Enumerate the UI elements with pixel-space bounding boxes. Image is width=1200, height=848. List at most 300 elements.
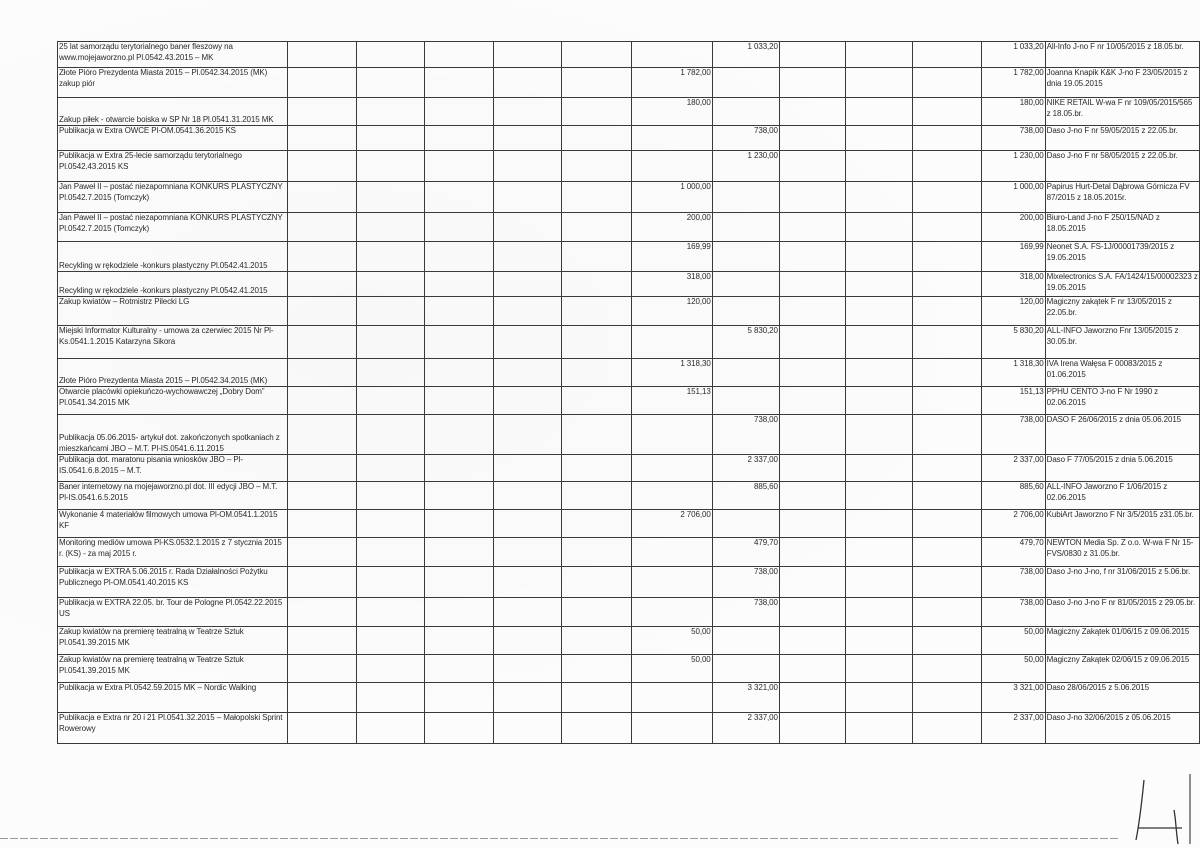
empty-cell [425,213,493,242]
row-description: Baner internetowy na mojejaworzno.pl dot. III edycji JBO – M.T. Pl-IS.0541.6.5.2015 [59,482,278,502]
row-description: Zakup kwiatów na premierę teatralną w Teatrze Sztuk Pl.0541.39.2015 MK [59,655,244,675]
empty-cell [425,482,493,510]
amount-cell-column-7 [712,242,779,272]
empty-cell [493,387,561,415]
amount-cell-column-6 [631,326,712,359]
empty-cell [288,359,356,387]
row-description-cell [58,182,288,213]
amount-cell-column-7 [712,213,779,242]
table-row [58,415,1200,455]
empty-cell [288,151,356,182]
amount-cell-column-6 [631,42,712,68]
empty-cell [288,627,356,655]
table-row [58,510,1200,538]
empty-cell [356,151,424,182]
amount-cell-column-6 [631,415,712,455]
empty-cell [288,242,356,272]
empty-cell [912,68,981,98]
amount-cell-column-6: 2 706,00 [631,510,712,538]
empty-cell [288,415,356,455]
empty-cell [562,482,631,510]
row-total-cell: 1 782,00 [982,68,1045,98]
empty-cell [493,359,561,387]
empty-cell [288,598,356,627]
empty-cell [425,713,493,744]
amount-cell-column-7: 738,00 [712,598,779,627]
empty-cell [356,683,424,713]
row-description: Publikacja dot. maratonu pisania wniosków JBO – Pl-IS.0541.6.8.2015 – M.T. [59,455,243,475]
empty-cell [846,567,913,598]
row-description: Publikacja w Extra OWCE Pl-OM.0541.36.2015 KS [59,126,236,135]
empty-cell [425,98,493,126]
empty-cell [356,272,424,297]
empty-cell [912,510,981,538]
empty-cell [425,68,493,98]
table-row [58,242,1200,272]
row-description-cell [58,68,288,98]
empty-cell [425,272,493,297]
invoice-reference-cell: IVA Irena Wałęsa F 00083/2015 z 01.06.2015 [1045,359,1199,387]
table-row [58,387,1200,415]
amount-cell-column-6 [631,455,712,482]
row-description-cell [58,627,288,655]
invoice-reference-cell: Daso J-no J-no, f nr 31/06/2015 z 5.06.br. [1045,567,1199,598]
empty-cell [912,242,981,272]
empty-cell [562,297,631,326]
row-total-cell: 200,00 [982,213,1045,242]
empty-cell [912,627,981,655]
empty-cell [288,42,356,68]
empty-cell [846,297,913,326]
empty-cell [562,242,631,272]
amount-cell-column-6 [631,151,712,182]
empty-cell [779,272,846,297]
row-description: Zakup kwiatów na premierę teatralną w Teatrze Sztuk Pl.0541.39.2015 MK [59,627,244,647]
amount-cell-column-6 [631,598,712,627]
empty-cell [562,42,631,68]
empty-cell [562,182,631,213]
empty-cell [356,68,424,98]
row-description-cell [58,242,288,272]
invoice-reference-cell: Biuro-Land J-no F 250/15/NAD z 18.05.2015 [1045,213,1199,242]
row-total-cell: 2 706,00 [982,510,1045,538]
empty-cell [425,510,493,538]
amount-cell-column-7 [712,510,779,538]
invoice-reference-cell: Daso J-no F nr 58/05/2015 z 22.05.br. [1045,151,1199,182]
row-description: Zakup kwiatów – Rotmistrz Pilecki LG [59,297,190,306]
table-row [58,98,1200,126]
amount-cell-column-6: 50,00 [631,627,712,655]
empty-cell [912,655,981,683]
empty-cell [493,242,561,272]
empty-cell [288,213,356,242]
amount-cell-column-7 [712,98,779,126]
empty-cell [912,151,981,182]
invoice-reference-cell: Papirus Hurt-Detal Dąbrowa Górnicza FV 87/2015 z 18.05.2015r. [1045,182,1199,213]
empty-cell [288,482,356,510]
row-description-cell [58,359,288,387]
expense-ledger-table [57,41,1200,744]
empty-cell [493,598,561,627]
empty-cell [779,182,846,213]
empty-cell [779,297,846,326]
empty-cell [779,151,846,182]
row-description: Publikacja w EXTRA 22.05. br. Tour de Pologne Pl.0542.22.2015 US [59,598,283,618]
row-description: 25 lat samorządu terytorialnego baner fleszowy na www.mojejaworzno.pl Pl.0542.43.2015 – MK [59,42,233,62]
empty-cell [356,213,424,242]
row-description-cell [58,297,288,326]
row-total-cell: 318,00 [982,272,1045,297]
empty-cell [912,567,981,598]
empty-cell [493,98,561,126]
amount-cell-column-7 [712,272,779,297]
row-total-cell: 738,00 [982,598,1045,627]
row-description: Jan Paweł II – postać niezapomniana KONKURS PLASTYCZNY Pl.0542.7.2015 (Tomczyk) [59,213,283,233]
amount-cell-column-7 [712,297,779,326]
amount-cell-column-7: 1 230,00 [712,151,779,182]
invoice-reference-cell: All-Info J-no F nr 10/05/2015 z 18.05.br. [1045,42,1199,68]
empty-cell [912,42,981,68]
empty-cell [425,359,493,387]
row-description-cell [58,387,288,415]
empty-cell [562,326,631,359]
empty-cell [288,655,356,683]
empty-cell [846,598,913,627]
empty-cell [425,387,493,415]
table-row [58,126,1200,151]
row-description-cell [58,98,288,126]
empty-cell [912,415,981,455]
amount-cell-column-6: 318,00 [631,272,712,297]
empty-cell [779,326,846,359]
amount-cell-column-6 [631,126,712,151]
empty-cell [288,387,356,415]
empty-cell [356,359,424,387]
row-description: Recykling w rękodziele -konkurs plastyczny Pl.0542.41.2015 [59,260,268,270]
row-description: Złote Pióro Prezydenta Miasta 2015 – Pl.0542.34.2015 (MK) zakup piór [59,68,268,88]
empty-cell [562,68,631,98]
empty-cell [846,387,913,415]
empty-cell [493,151,561,182]
empty-cell [562,213,631,242]
table-row [58,213,1200,242]
empty-cell [912,272,981,297]
amount-cell-column-7: 479,70 [712,538,779,567]
empty-cell [779,242,846,272]
empty-cell [846,538,913,567]
empty-cell [846,272,913,297]
amount-cell-column-6: 180,00 [631,98,712,126]
empty-cell [779,538,846,567]
invoice-reference-cell: Neonet S.A. FS-1J/00001739/2015 z 19.05.2015 [1045,242,1199,272]
row-description-cell [58,482,288,510]
empty-cell [779,683,846,713]
row-description-cell [58,42,288,68]
empty-cell [493,126,561,151]
empty-cell [562,151,631,182]
amount-cell-column-7 [712,182,779,213]
empty-cell [493,213,561,242]
empty-cell [425,42,493,68]
invoice-reference-cell: Magiczny Zakątek 02/06/15 z 09.06.2015 [1045,655,1199,683]
empty-cell [493,482,561,510]
empty-cell [425,538,493,567]
row-description: Otwarcie placówki opiekuńczo-wychowawczej „Dobry Dom” Pl.0541.34.2015 MK [59,387,265,407]
row-total-cell: 1 033,20 [982,42,1045,68]
empty-cell [493,182,561,213]
empty-cell [912,98,981,126]
table-row [58,359,1200,387]
empty-cell [779,713,846,744]
empty-cell [779,510,846,538]
empty-cell [493,713,561,744]
empty-cell [356,297,424,326]
empty-cell [288,68,356,98]
empty-cell [493,297,561,326]
empty-cell [912,713,981,744]
row-description-cell [58,598,288,627]
row-total-cell: 5 830,20 [982,326,1045,359]
empty-cell [779,98,846,126]
amount-cell-column-7: 3 321,00 [712,683,779,713]
amount-cell-column-6 [631,538,712,567]
table-row [58,655,1200,683]
empty-cell [846,42,913,68]
row-total-cell: 1 000,00 [982,182,1045,213]
table-row [58,151,1200,182]
amount-cell-column-7 [712,359,779,387]
empty-cell [356,98,424,126]
row-total-cell: 738,00 [982,415,1045,455]
empty-cell [779,482,846,510]
empty-cell [846,126,913,151]
amount-cell-column-6: 1 318,30 [631,359,712,387]
row-description: Jan Paweł II – postać niezapomniana KONKURS PLASTYCZNY Pl.0542.7.2015 (Tomczyk) [59,182,283,202]
invoice-reference-cell: Mixelectronics S.A. FA/1424/15/00002323 z 19.05.2015 [1045,272,1199,297]
row-description: Zakup piłek - otwarcie boiska w SP Nr 18 Pl.0541.31.2015 MK [59,114,274,124]
empty-cell [846,326,913,359]
empty-cell [288,683,356,713]
table-row [58,627,1200,655]
row-description: Publikacja w Extra Pl.0542.59.2015 MK – Nordic Walking [59,683,257,692]
invoice-reference-cell: PPHU CENTO J-no F Nr 1990 z 02.06.2015 [1045,387,1199,415]
empty-cell [356,242,424,272]
invoice-reference-cell: ALL-INFO Jaworzno Fnr 13/05/2015 z 30.05.br. [1045,326,1199,359]
empty-cell [779,68,846,98]
empty-cell [288,567,356,598]
amount-cell-column-6: 1 782,00 [631,68,712,98]
empty-cell [288,182,356,213]
table-row [58,538,1200,567]
empty-cell [846,182,913,213]
empty-cell [846,713,913,744]
empty-cell [288,297,356,326]
empty-cell [846,415,913,455]
row-total-cell: 1 230,00 [982,151,1045,182]
amount-cell-column-6 [631,713,712,744]
amount-cell-column-7 [712,627,779,655]
empty-cell [779,627,846,655]
amount-cell-column-6: 151,13 [631,387,712,415]
empty-cell [425,151,493,182]
empty-cell [912,182,981,213]
row-total-cell: 2 337,00 [982,713,1045,744]
amount-cell-column-6: 120,00 [631,297,712,326]
empty-cell [779,387,846,415]
empty-cell [846,68,913,98]
empty-cell [562,510,631,538]
row-description-cell [58,151,288,182]
empty-cell [562,598,631,627]
empty-cell [356,326,424,359]
empty-cell [356,126,424,151]
empty-cell [493,683,561,713]
empty-cell [846,510,913,538]
empty-cell [425,567,493,598]
row-description-cell [58,713,288,744]
empty-cell [779,455,846,482]
empty-cell [425,297,493,326]
empty-cell [356,627,424,655]
row-description-cell [58,655,288,683]
empty-cell [779,415,846,455]
row-description-cell [58,126,288,151]
table-row [58,567,1200,598]
empty-cell [562,272,631,297]
empty-cell [562,455,631,482]
amount-cell-column-7 [712,68,779,98]
amount-cell-column-7: 738,00 [712,415,779,455]
row-total-cell: 180,00 [982,98,1045,126]
row-description-cell [58,455,288,482]
empty-cell [779,567,846,598]
row-total-cell: 3 321,00 [982,683,1045,713]
invoice-reference-cell: Magiczny zakątek F nr 13/05/2015 z 22.05.br. [1045,297,1199,326]
amount-cell-column-6: 200,00 [631,213,712,242]
row-total-cell: 50,00 [982,655,1045,683]
table-row [58,272,1200,297]
table-row [58,598,1200,627]
amount-cell-column-6: 169,99 [631,242,712,272]
invoice-reference-cell: KubiArt Jaworzno F Nr 3/5/2015 z31.05.br. [1045,510,1199,538]
amount-cell-column-6: 1 000,00 [631,182,712,213]
invoice-reference-cell: NEWTON Media Sp. Z o.o. W-wa F Nr 15-FVS/0830 z 31.05.br. [1045,538,1199,567]
empty-cell [493,655,561,683]
empty-cell [846,359,913,387]
row-description-cell [58,683,288,713]
table-row [58,182,1200,213]
row-total-cell: 120,00 [982,297,1045,326]
invoice-reference-cell: Joanna Knapik K&K J-no F 23/05/2015 z dnia 19.05.2015 [1045,68,1199,98]
amount-cell-column-7: 1 033,20 [712,42,779,68]
handwritten-signature [1130,770,1194,846]
empty-cell [493,415,561,455]
empty-cell [356,455,424,482]
empty-cell [562,713,631,744]
empty-cell [356,415,424,455]
empty-cell [779,598,846,627]
invoice-reference-cell: Daso J-no F nr 59/05/2015 z 22.05.br. [1045,126,1199,151]
row-description-cell [58,415,288,455]
invoice-reference-cell: Daso J-no J-no F nr 81/05/2015 z 29.05.br. [1045,598,1199,627]
amount-cell-column-7: 738,00 [712,126,779,151]
empty-cell [562,683,631,713]
row-description-cell [58,213,288,242]
empty-cell [425,655,493,683]
empty-cell [846,482,913,510]
empty-cell [288,98,356,126]
amount-cell-column-7: 885,60 [712,482,779,510]
row-total-cell: 50,00 [982,627,1045,655]
row-description: Publikacja w EXTRA 5.06.2015 r. Rada Działalności Pożytku Publicznego Pl-OM.0541.40.2015 KS [59,567,268,587]
invoice-reference-cell: NIKE RETAIL W-wa F nr 109/05/2015/565 z 18.05.br. [1045,98,1199,126]
row-total-cell: 169,99 [982,242,1045,272]
empty-cell [562,567,631,598]
amount-cell-column-6: 50,00 [631,655,712,683]
empty-cell [356,387,424,415]
empty-cell [356,482,424,510]
empty-cell [562,359,631,387]
row-description-cell [58,326,288,359]
empty-cell [493,42,561,68]
empty-cell [425,326,493,359]
empty-cell [846,627,913,655]
empty-cell [493,627,561,655]
empty-cell [493,567,561,598]
row-description-cell [58,510,288,538]
empty-cell [846,655,913,683]
empty-cell [779,655,846,683]
empty-cell [846,242,913,272]
invoice-reference-cell: DASO F 26/06/2015 z dnia 05.06.2015 [1045,415,1199,455]
empty-cell [912,683,981,713]
row-description: Publikacja w Extra 25-lecie samorządu terytorialnego Pl.0542.43.2015 KS [59,151,242,171]
row-description: Złote Pióro Prezydenta Miasta 2015 – Pl.0542.34.2015 (MK) [59,375,268,385]
empty-cell [356,42,424,68]
row-description: Monitoring mediów umowa Pl-KS.0532.1.2015 z 7 stycznia 2015 r. (KS) - za maj 2015 r. [59,538,282,558]
empty-cell [288,326,356,359]
empty-cell [912,213,981,242]
table-row [58,482,1200,510]
empty-cell [425,415,493,455]
empty-cell [356,538,424,567]
empty-cell [912,387,981,415]
empty-cell [562,655,631,683]
row-description: Recykling w rękodziele -konkurs plastyczny Pl.0542.41.2015 [59,285,268,295]
empty-cell [562,126,631,151]
empty-cell [912,297,981,326]
table-row [58,455,1200,482]
empty-cell [779,213,846,242]
amount-cell-column-6 [631,482,712,510]
empty-cell [288,538,356,567]
empty-cell [288,510,356,538]
amount-cell-column-7 [712,655,779,683]
row-description-cell [58,567,288,598]
amount-cell-column-7: 2 337,00 [712,455,779,482]
table-row [58,326,1200,359]
table-row [58,297,1200,326]
empty-cell [493,510,561,538]
empty-cell [493,455,561,482]
row-total-cell: 738,00 [982,126,1045,151]
invoice-reference-cell: Daso 28/06/2015 z 5.06.2015 [1045,683,1199,713]
empty-cell [356,567,424,598]
invoice-reference-cell: ALL-INFO Jaworzno F 1/06/2015 z 02.06.2015 [1045,482,1199,510]
empty-cell [912,455,981,482]
empty-cell [425,242,493,272]
table-row [58,683,1200,713]
